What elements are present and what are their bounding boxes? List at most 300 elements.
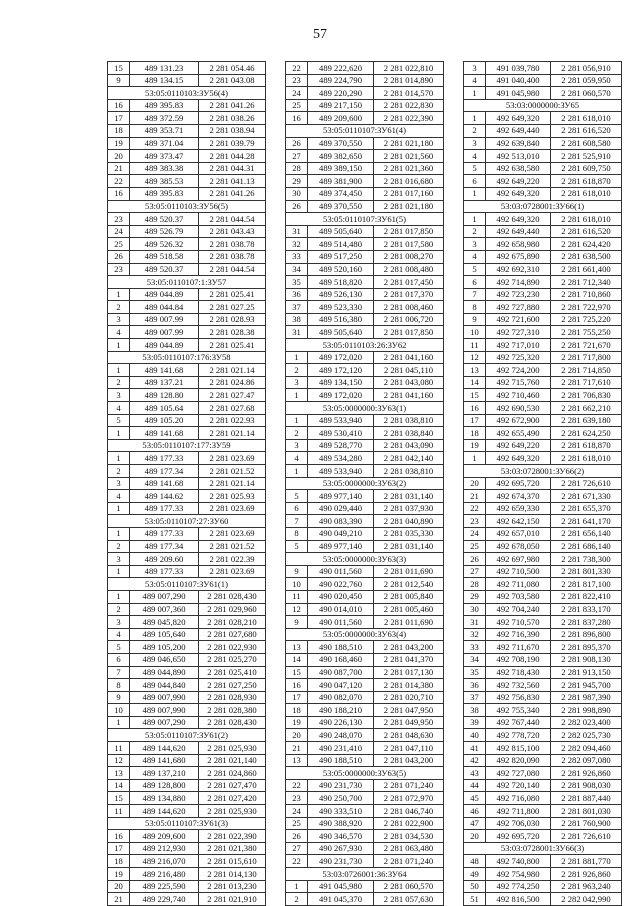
point-number: 15 (108, 62, 130, 75)
parcel-label: 53:05:0110107:176:ЗУ58 (108, 351, 266, 364)
point-number: 18 (108, 124, 130, 137)
y-coordinate: 2 281 022,390 (374, 112, 444, 125)
coordinate-row (464, 238, 622, 251)
x-coordinate: 489 381,900 (308, 175, 374, 188)
x-coordinate: 489 370,550 (308, 137, 374, 150)
point-number: 2 (464, 225, 486, 238)
point-number: 2 (464, 124, 486, 137)
coordinate-row (108, 641, 266, 654)
coordinate-row (108, 565, 266, 578)
point-number: 1 (286, 414, 308, 427)
coordinate-row (108, 263, 266, 276)
y-coordinate: 2 281 833,170 (551, 603, 622, 616)
x-coordinate: 492 727,080 (486, 767, 551, 780)
coordinate-row (108, 213, 266, 226)
x-coordinate: 492 706,030 (486, 817, 551, 830)
x-coordinate: 489 141.68 (130, 427, 199, 440)
y-coordinate: 2 281 021,910 (199, 893, 266, 906)
coordinates-table-right (463, 61, 622, 906)
y-coordinate: 2 281 047,950 (374, 704, 444, 717)
x-coordinate: 492 703,580 (486, 590, 551, 603)
coordinate-row (108, 792, 266, 805)
coordinate-row (464, 628, 622, 641)
x-coordinate: 489 044.84 (130, 301, 199, 314)
y-coordinate: 2 281 041.26 (199, 187, 266, 200)
point-number: 44 (464, 779, 486, 792)
x-coordinate: 489 177.33 (130, 565, 199, 578)
y-coordinate: 2 281 040,890 (374, 515, 444, 528)
x-coordinate: 489 177.34 (130, 540, 199, 553)
coordinate-row (286, 238, 444, 251)
x-coordinate: 489 134,880 (130, 792, 199, 805)
point-number: 1 (108, 288, 130, 301)
point-number: 22 (286, 779, 308, 792)
point-number: 2 (108, 540, 130, 553)
y-coordinate: 2 281 710,860 (551, 288, 622, 301)
point-number: 16 (108, 99, 130, 112)
x-coordinate: 492 714,890 (486, 276, 551, 289)
x-coordinate: 492 723,230 (486, 288, 551, 301)
coordinate-row (108, 414, 266, 427)
y-coordinate: 2 281 038,840 (374, 427, 444, 440)
point-number: 34 (286, 263, 308, 276)
y-coordinate: 2 281 896,800 (551, 628, 622, 641)
x-coordinate: 492 695,720 (486, 830, 551, 843)
point-number: 35 (286, 276, 308, 289)
x-coordinate: 489 514,480 (308, 238, 374, 251)
x-coordinate: 489 046,650 (130, 653, 199, 666)
coordinate-row (464, 427, 622, 440)
coordinate-row (108, 124, 266, 137)
y-coordinate: 2 281 913,150 (551, 666, 622, 679)
y-coordinate: 2 281 043,080 (374, 376, 444, 389)
coordinate-row (464, 704, 622, 717)
point-number: 1 (108, 716, 130, 729)
point-number: 1 (464, 87, 486, 100)
y-coordinate: 2 281 022,390 (199, 830, 266, 843)
point-number: 24 (464, 527, 486, 540)
y-coordinate: 2 281 609,750 (551, 162, 622, 175)
y-coordinate: 2 281 028,380 (199, 704, 266, 717)
y-coordinate: 2 281 071,240 (374, 779, 444, 792)
point-number: 31 (286, 326, 308, 339)
coordinate-row (286, 540, 444, 553)
coordinate-row (286, 704, 444, 717)
x-coordinate: 492 674,370 (486, 490, 551, 503)
y-coordinate: 2 281 025,270 (199, 653, 266, 666)
coordinate-row (108, 527, 266, 540)
coordinate-row (108, 855, 266, 868)
coordinate-row (286, 855, 444, 868)
coordinate-row (464, 414, 622, 427)
point-number: 6 (108, 653, 130, 666)
parcel-label: 53:05:0110107:ЗУ61(5) (286, 213, 444, 226)
x-coordinate: 490 231,410 (308, 742, 374, 755)
y-coordinate: 2 281 717,610 (551, 376, 622, 389)
y-coordinate: 2 281 641,170 (551, 515, 622, 528)
coordinate-row (464, 653, 622, 666)
coordinate-row (108, 603, 266, 616)
point-number: 41 (464, 742, 486, 755)
x-coordinate: 489 389,150 (308, 162, 374, 175)
point-number: 25 (464, 540, 486, 553)
x-coordinate: 490 029,440 (308, 502, 374, 515)
point-number: 16 (108, 830, 130, 843)
coordinate-row (286, 112, 444, 125)
x-coordinate: 492 675,890 (486, 250, 551, 263)
x-coordinate: 492 695,720 (486, 477, 551, 490)
x-coordinate: 489 385.53 (130, 175, 199, 188)
coordinate-row (464, 62, 622, 75)
y-coordinate: 2 281 661,400 (551, 263, 622, 276)
point-number: 12 (286, 603, 308, 616)
y-coordinate: 2 281 028.38 (199, 326, 266, 339)
coordinate-row (464, 830, 622, 843)
y-coordinate: 2 281 017,370 (374, 288, 444, 301)
y-coordinate: 2 281 817,100 (551, 578, 622, 591)
coordinate-row (464, 351, 622, 364)
x-coordinate: 490 188,510 (308, 641, 374, 654)
coordinate-row (464, 313, 622, 326)
coordinate-row (464, 225, 622, 238)
point-number: 7 (464, 288, 486, 301)
point-number: 1 (286, 351, 308, 364)
y-coordinate: 2 281 016,680 (374, 175, 444, 188)
x-coordinate: 489 526.32 (130, 238, 199, 251)
coordinate-row (108, 326, 266, 339)
point-number: 14 (108, 779, 130, 792)
coordinate-row (286, 250, 444, 263)
point-number: 2 (286, 893, 308, 906)
y-coordinate: 2 281 038,810 (374, 414, 444, 427)
parcel-header-row (108, 276, 266, 289)
coordinate-row (108, 187, 266, 200)
x-coordinate: 492 638,580 (486, 162, 551, 175)
x-coordinate: 489 353.71 (130, 124, 199, 137)
coordinate-row (108, 893, 266, 906)
x-coordinate: 490 047,120 (308, 679, 374, 692)
point-number: 18 (464, 427, 486, 440)
y-coordinate: 2 281 618,010 (551, 112, 622, 125)
y-coordinate: 2 281 020,710 (374, 691, 444, 704)
y-coordinate: 2 281 022.39 (199, 553, 266, 566)
y-coordinate: 2 281 717,800 (551, 351, 622, 364)
point-number: 4 (464, 250, 486, 263)
y-coordinate: 2 281 027,680 (199, 628, 266, 641)
point-number: 7 (108, 666, 130, 679)
coordinate-row (286, 603, 444, 616)
x-coordinate: 490 011,560 (308, 565, 374, 578)
y-coordinate: 2 281 017,850 (374, 326, 444, 339)
coordinate-row (108, 301, 266, 314)
x-coordinate: 489 209,600 (130, 830, 199, 843)
coordinate-row (464, 301, 622, 314)
coordinate-row (108, 238, 266, 251)
y-coordinate: 2 281 662,210 (551, 402, 622, 415)
coordinate-row (108, 590, 266, 603)
x-coordinate: 492 513,010 (486, 150, 551, 163)
point-number: 19 (108, 137, 130, 150)
coordinate-row (108, 805, 266, 818)
x-coordinate: 489 518,820 (308, 276, 374, 289)
y-coordinate: 2 281 639,180 (551, 414, 622, 427)
x-coordinate: 492 649,220 (486, 175, 551, 188)
y-coordinate: 2 281 023.69 (199, 527, 266, 540)
y-coordinate: 2 281 063,480 (374, 842, 444, 855)
x-coordinate: 492 754,980 (486, 868, 551, 881)
coordinate-row (108, 628, 266, 641)
point-number: 30 (286, 187, 308, 200)
coordinate-row (286, 187, 444, 200)
y-coordinate: 2 281 011,690 (374, 616, 444, 629)
y-coordinate: 2 281 012,540 (374, 578, 444, 591)
y-coordinate: 2 281 041,160 (374, 351, 444, 364)
coordinate-row (286, 742, 444, 755)
y-coordinate: 2 281 044.28 (199, 150, 266, 163)
coordinate-row (108, 465, 266, 478)
point-number: 1 (286, 389, 308, 402)
x-coordinate: 490 226,130 (308, 716, 374, 729)
coordinate-row (464, 754, 622, 767)
point-number: 35 (464, 666, 486, 679)
point-number: 2 (108, 465, 130, 478)
point-number: 27 (286, 150, 308, 163)
x-coordinate: 489 172,020 (308, 351, 374, 364)
point-number: 1 (108, 565, 130, 578)
y-coordinate: 2 281 044.54 (199, 213, 266, 226)
coordinate-row (108, 62, 266, 75)
y-coordinate: 2 281 028,210 (199, 616, 266, 629)
point-number: 22 (108, 175, 130, 188)
x-coordinate: 490 168,460 (308, 653, 374, 666)
x-coordinate: 489 372.59 (130, 112, 199, 125)
y-coordinate: 2 281 071,240 (374, 855, 444, 868)
coordinate-row (108, 666, 266, 679)
x-coordinate: 489 505,640 (308, 326, 374, 339)
point-number: 3 (464, 62, 486, 75)
coordinate-row (286, 716, 444, 729)
coordinate-row (108, 490, 266, 503)
parcel-header-row (286, 124, 444, 137)
parcel-label: 53:05:0110103:ЗУ56(4) (108, 87, 266, 100)
coordinate-row (286, 779, 444, 792)
y-coordinate: 2 281 801,030 (551, 805, 622, 818)
y-coordinate: 2 281 755,250 (551, 326, 622, 339)
y-coordinate: 2 281 028,430 (199, 590, 266, 603)
y-coordinate: 2 281 822,410 (551, 590, 622, 603)
coordinate-row (286, 616, 444, 629)
y-coordinate: 2 281 618,010 (551, 213, 622, 226)
y-coordinate: 2 281 801,330 (551, 565, 622, 578)
x-coordinate: 492 755,340 (486, 704, 551, 717)
x-coordinate: 491 045,980 (486, 87, 551, 100)
coordinate-row (464, 276, 622, 289)
point-number: 21 (108, 893, 130, 906)
x-coordinate: 489 212,930 (130, 842, 199, 855)
y-coordinate: 2 281 038,810 (374, 465, 444, 478)
x-coordinate: 490 231,730 (308, 779, 374, 792)
point-number: 2 (108, 376, 130, 389)
x-coordinate: 491 045,370 (308, 893, 374, 906)
x-coordinate: 489 177.33 (130, 502, 199, 515)
point-number: 14 (464, 376, 486, 389)
coordinate-row (108, 452, 266, 465)
y-coordinate: 2 281 638,500 (551, 250, 622, 263)
y-coordinate: 2 281 014,130 (199, 868, 266, 881)
point-number: 38 (286, 313, 308, 326)
coordinate-row (464, 527, 622, 540)
coordinate-row (464, 590, 622, 603)
point-number: 33 (464, 641, 486, 654)
point-number: 24 (286, 87, 308, 100)
x-coordinate: 492 678,050 (486, 540, 551, 553)
coordinate-row (286, 729, 444, 742)
coordinate-row (464, 112, 622, 125)
x-coordinate: 492 658,980 (486, 238, 551, 251)
point-number: 25 (286, 99, 308, 112)
parcel-label: 53:03:0728001:ЗУ66(1) (464, 200, 622, 213)
coordinate-row (286, 99, 444, 112)
point-number: 34 (464, 653, 486, 666)
y-coordinate: 2 281 624,250 (551, 427, 622, 440)
coordinate-row (108, 653, 266, 666)
y-coordinate: 2 281 017,850 (374, 225, 444, 238)
x-coordinate: 489 177.33 (130, 452, 199, 465)
y-coordinate: 2 281 027.47 (199, 389, 266, 402)
coordinate-row (464, 515, 622, 528)
coordinate-row (464, 339, 622, 352)
x-coordinate: 489 517,250 (308, 250, 374, 263)
point-number: 3 (108, 616, 130, 629)
coordinate-row (464, 805, 622, 818)
coordinate-row (286, 452, 444, 465)
point-number: 1 (108, 364, 130, 377)
coordinate-row (464, 603, 622, 616)
coordinate-row (464, 477, 622, 490)
y-coordinate: 2 281 027,250 (199, 679, 266, 692)
coordinate-row (108, 704, 266, 717)
point-number: 6 (464, 276, 486, 289)
x-coordinate: 489 128.80 (130, 389, 199, 402)
point-number: 6 (286, 502, 308, 515)
point-number: 12 (464, 351, 486, 364)
parcel-label: 53:05:0110107:177:ЗУ59 (108, 439, 266, 452)
coordinate-row (108, 427, 266, 440)
y-coordinate: 2 281 714,850 (551, 364, 622, 377)
x-coordinate: 489 177.34 (130, 465, 199, 478)
point-number: 1 (108, 590, 130, 603)
coordinate-row (108, 616, 266, 629)
y-coordinate: 2 281 024,860 (199, 767, 266, 780)
x-coordinate: 492 710,460 (486, 389, 551, 402)
coordinate-row (108, 880, 266, 893)
y-coordinate: 2 281 017,450 (374, 276, 444, 289)
y-coordinate: 2 281 025,930 (199, 742, 266, 755)
parcel-header-row (286, 477, 444, 490)
x-coordinate: 490 083,390 (308, 515, 374, 528)
y-coordinate: 2 281 029,960 (199, 603, 266, 616)
coordinate-row (108, 112, 266, 125)
coordinate-row (286, 805, 444, 818)
y-coordinate: 2 281 712,340 (551, 276, 622, 289)
x-coordinate: 492 649,320 (486, 452, 551, 465)
coordinate-row (464, 565, 622, 578)
coordinate-row (108, 754, 266, 767)
y-coordinate: 2 282 094,460 (551, 742, 622, 755)
y-coordinate: 2 281 005,460 (374, 603, 444, 616)
y-coordinate: 2 281 034,530 (374, 830, 444, 843)
point-number: 10 (108, 704, 130, 717)
x-coordinate: 490 388,920 (308, 817, 374, 830)
coordinate-row (108, 313, 266, 326)
parcel-header-row (108, 817, 266, 830)
x-coordinate: 490 049,210 (308, 527, 374, 540)
y-coordinate: 2 281 021.52 (199, 540, 266, 553)
coordinate-row (286, 301, 444, 314)
y-coordinate: 2 281 881,770 (551, 855, 622, 868)
point-number: 38 (464, 704, 486, 717)
point-number: 27 (286, 842, 308, 855)
coordinate-row (464, 213, 622, 226)
point-number: 10 (286, 578, 308, 591)
y-coordinate: 2 281 655,370 (551, 502, 622, 515)
coordinate-row (108, 540, 266, 553)
point-number: 13 (286, 641, 308, 654)
x-coordinate: 489 137,210 (130, 767, 199, 780)
coordinate-row (464, 87, 622, 100)
y-coordinate: 2 281 056,910 (551, 62, 622, 75)
x-coordinate: 489 007.99 (130, 313, 199, 326)
point-number: 11 (108, 742, 130, 755)
x-coordinate: 489 395.83 (130, 99, 199, 112)
coordinate-row (464, 502, 622, 515)
coordinate-row (286, 666, 444, 679)
point-number: 12 (108, 754, 130, 767)
coordinate-row (286, 578, 444, 591)
y-coordinate: 2 281 021,560 (374, 150, 444, 163)
page-number: 57 (313, 27, 327, 42)
x-coordinate: 492 710,570 (486, 616, 551, 629)
x-coordinate: 489 395.83 (130, 187, 199, 200)
coordinate-row (108, 767, 266, 780)
coordinate-row (286, 74, 444, 87)
point-number: 4 (108, 628, 130, 641)
coordinate-row (464, 439, 622, 452)
coordinate-row (464, 402, 622, 415)
coordinate-row (464, 250, 622, 263)
point-number: 37 (464, 691, 486, 704)
point-number: 25 (108, 238, 130, 251)
parcel-label: 53:03:0728001:ЗУ66(2) (464, 465, 622, 478)
y-coordinate: 2 281 044.31 (199, 162, 266, 175)
point-number: 1 (108, 452, 130, 465)
parcel-header-row (464, 200, 622, 213)
coordinate-row (464, 263, 622, 276)
coordinate-row (108, 868, 266, 881)
point-number: 5 (286, 540, 308, 553)
x-coordinate: 492 715,760 (486, 376, 551, 389)
parcel-label: 53:05:0110107:ЗУ61(4) (286, 124, 444, 137)
coordinate-row (108, 502, 266, 515)
x-coordinate: 489 141.68 (130, 477, 199, 490)
point-number: 36 (286, 288, 308, 301)
parcel-header-row (108, 578, 266, 591)
y-coordinate: 2 281 021.14 (199, 477, 266, 490)
x-coordinate: 492 720,140 (486, 779, 551, 792)
y-coordinate: 2 281 926,860 (551, 868, 622, 881)
x-coordinate: 489 007,990 (130, 704, 199, 717)
point-number: 21 (464, 490, 486, 503)
